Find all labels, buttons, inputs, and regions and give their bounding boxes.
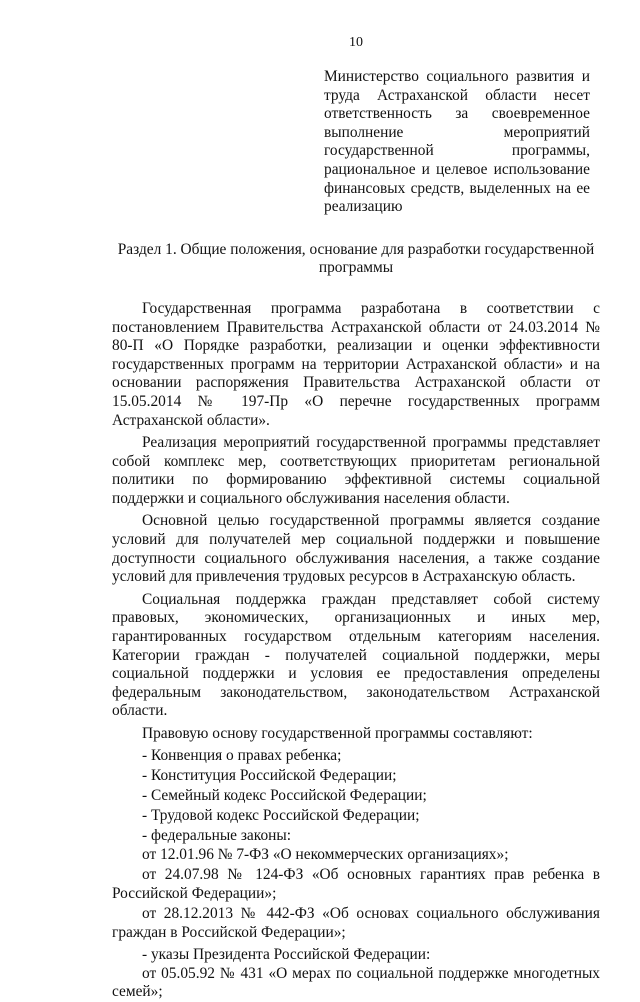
decrees-intro: - указы Президента Российской Федерации: bbox=[142, 945, 431, 963]
section-title: Раздел 1. Общие положения, основание для разработки государственной программы bbox=[117, 240, 595, 277]
page-number: 10 bbox=[349, 35, 363, 50]
paragraph-program-basis: Государственная программа разработана в соответствии с постановлением Правительства Астраханской области от 24.03.2014 № 80-П «О Порядке разработки, реализации и оценки эффективности государственных программ на территории Астраханской области» и на основании распоряжения Правительства Астраханской области от 15.05.2014 № 197-Пр «О перечне государственных программ Астраханской области». bbox=[112, 299, 600, 429]
legal-item: - Семейный кодекс Российской Федерации; bbox=[142, 786, 427, 804]
responsibility-note: Министерство социального развития и труда Астраханской области несет ответственность за своевременное выполнение мероприятий государственной программы, рациональное и целевое использование финансовых средств, выделенных на ее реализацию bbox=[324, 68, 590, 216]
legal-item: - Трудовой кодекс Российской Федерации; bbox=[142, 806, 420, 824]
federal-law-item: от 28.12.2013 № 442-ФЗ «Об основах социального обслуживания граждан в Российской Федерации»; bbox=[112, 905, 600, 941]
decree-item: от 05.05.92 № 431 «О мерах по социальной поддержке многодетных семей»; bbox=[112, 964, 600, 1001]
federal-law-item: от 12.01.96 № 7-ФЗ «О некоммерческих организациях»; bbox=[142, 845, 509, 863]
legal-item: - Конституция Российской Федерации; bbox=[142, 766, 397, 784]
paragraph-program-implementation: Реализация мероприятий государственной программы представляет собой комплекс мер, соответствующих приоритетам региональной политики по формированию эффективной системы социальной поддержки и социального обслуживания населения области. bbox=[112, 434, 600, 507]
paragraph-program-goal: Основной целью государственной программы является создание условий для получателей мер социальной поддержки и повышение доступности социального обслуживания населения, а также создание условий для привлечения трудовых ресурсов в Астраханскую область. bbox=[112, 512, 600, 586]
federal-law-item: от 24.07.98 № 124-ФЗ «Об основных гарантиях прав ребенка в Российской Федерации»; bbox=[112, 866, 600, 902]
paragraph-social-support: Социальная поддержка граждан представляет собой систему правовых, экономических, организационных и иных мер, гарантированных государством отдельным категориям населения. Категории граждан - получателей социальной поддержки, меры социальной поддержки и условия ее предоставления определены федеральным законодательством, законодательством Астраханской области. bbox=[112, 590, 600, 720]
legal-basis-intro: Правовую основу государственной программы составляют: bbox=[142, 725, 533, 742]
legal-item: - Конвенция о правах ребенка; bbox=[142, 746, 342, 764]
document-body bbox=[112, 300, 600, 1002]
legal-item: - федеральные законы: bbox=[142, 826, 292, 844]
